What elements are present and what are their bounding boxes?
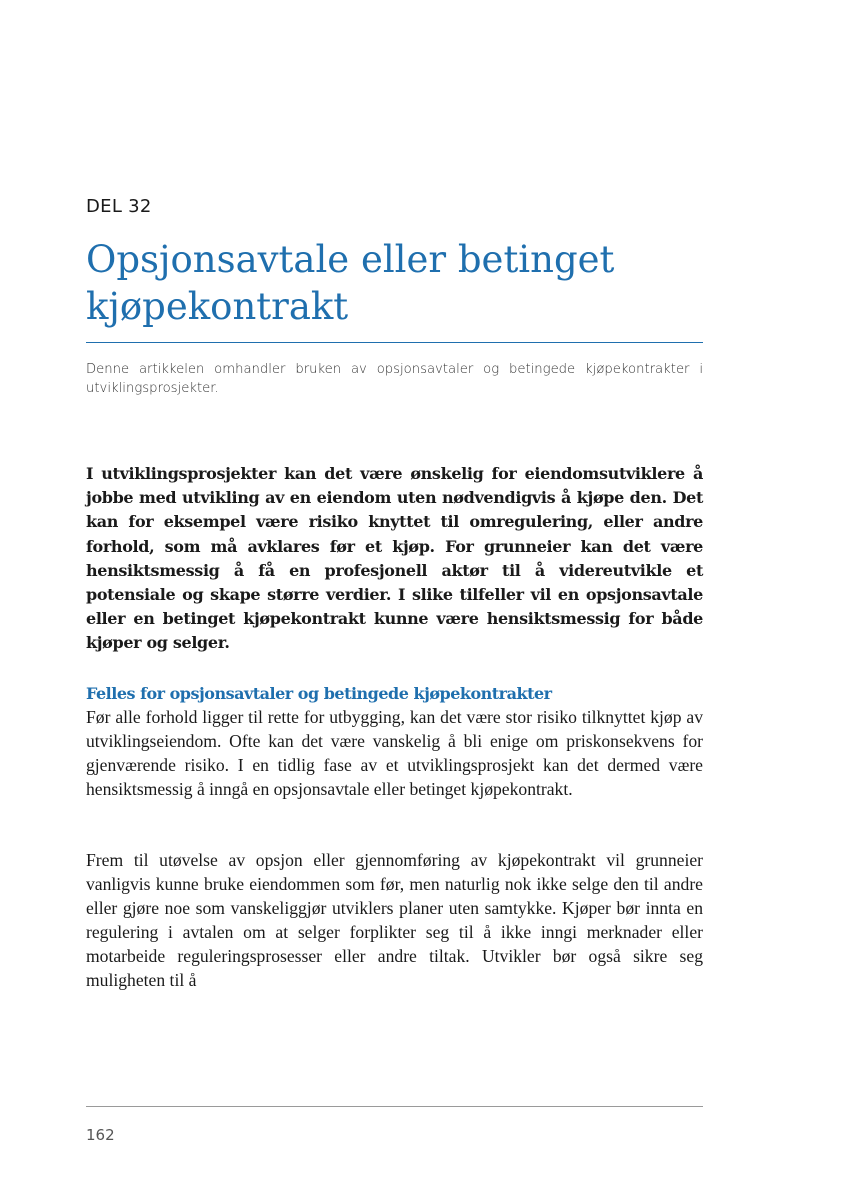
intro-paragraph: I utviklingsprosjekter kan det være ønskelig for eiendomsutviklere å jobbe med utvikling av en eiendom uten nødvendigvis å kjøpe den. Det kan for eksempel være risiko knyttet til omregulering, eller andre forhold, som må avklares før et kjøp. For grunneier kan det være hensiktsmessig å få en profesjonell aktør til å videreutvikle et potensiale og skape større verdier. I slike tilfeller vil en opsjonsavtale eller en betinget kjøpekontrakt kunne være hensiktsmessig for både kjøper og selger. [86, 464, 703, 653]
body-paragraph-2: Frem til utøvelse av opsjon eller gjennomføring av kjøpekontrakt vil grunneier vanligvis kunne bruke eiendommen som før, men naturlig nok ikke selge den til andre eller gjøre noe som vanskeliggjør utviklers planer uten samtykke. Kjøper bør innta en regulering i avtalen om at selger forplikter seg til å ikke inngi merknader eller motarbeide reguleringsprosesser eller andre tiltak. Utvikler bør også sikre seg muligheten til å [86, 850, 703, 990]
section-subheading: Felles for opsjonsavtaler og betingede kjøpekontrakter [86, 684, 552, 703]
page-number: 162 [86, 1126, 115, 1144]
lead-text: Denne artikkelen omhandler bruken av opsjonsavtaler og betingede kjøpekontrakter i utviklingsprosjekter. [86, 362, 703, 396]
section-label: DEL 32 [86, 196, 152, 217]
document-page [86, 0, 703, 1200]
title-divider [86, 342, 703, 343]
footer-divider [86, 1106, 703, 1107]
body-paragraph-1: Før alle forhold ligger til rette for utbygging, kan det være stor risiko tilknyttet kjøp av utviklingseiendom. Ofte kan det være vanskelig å bli enige om priskonsekvens for gjenværende risiko. I en tidlig fase av et utviklingsprosjekt kan det dermed være hensiktsmessig å inngå en opsjonsavtale eller betinget kjøpekontrakt. [86, 707, 703, 799]
page-title: Opsjonsavtale eller betinget kjøpekontrakt [86, 238, 615, 328]
